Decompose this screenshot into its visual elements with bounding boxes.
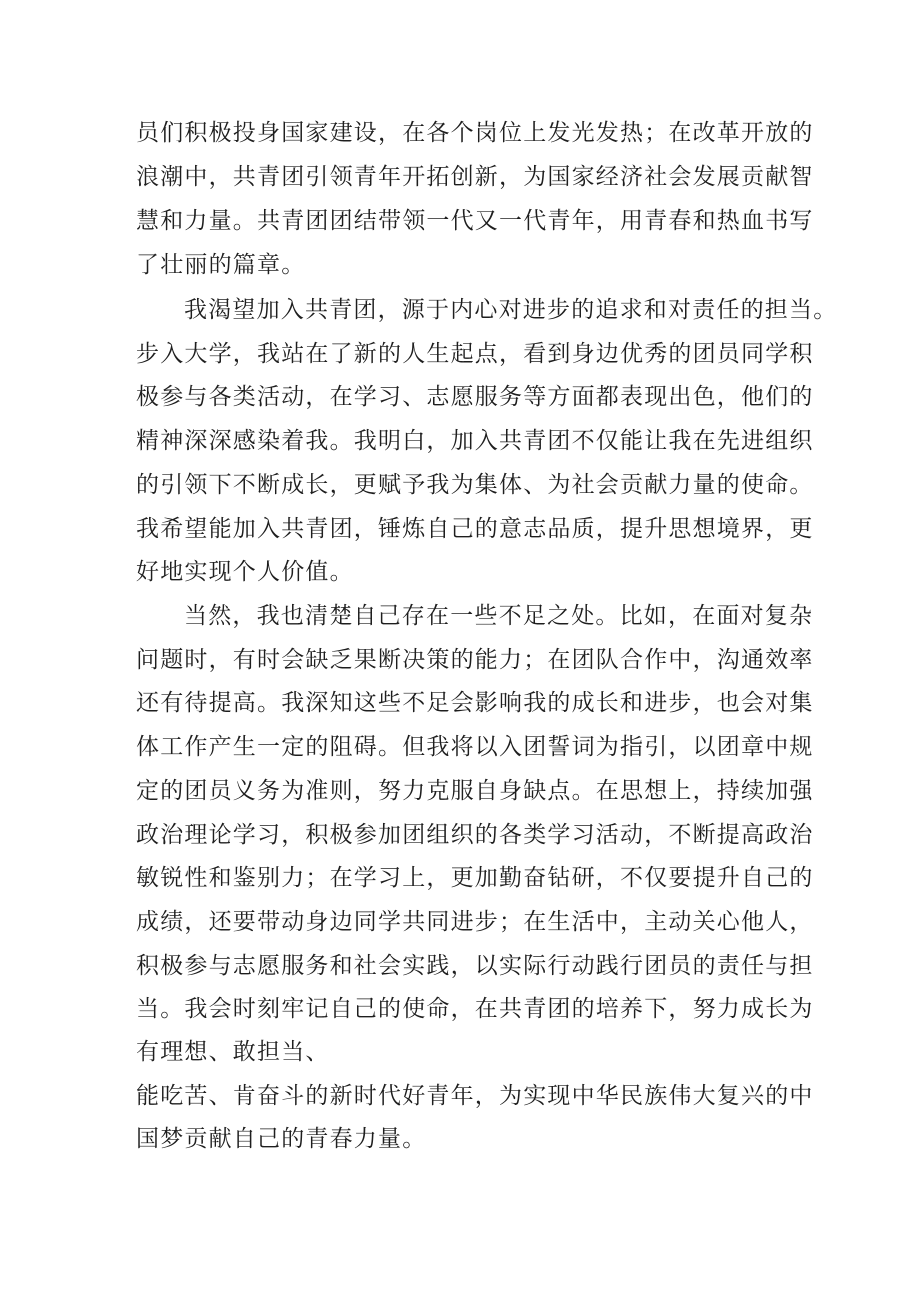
text-line: 成绩，还要带动身边同学共同进步；在生活中，主动关心他人， [136,909,814,935]
text-line: 浪潮中，共青团引领青年开拓创新，为国家经济社会发展贡献智 [136,164,814,190]
text-line: 的引领下不断成长，更赋予我为集体、为社会贡献力量的使命。 [136,472,814,498]
text-line: 员们积极投身国家建设，在各个岗位上发光发热；在改革开放的 [136,120,814,146]
text-line: 问题时，有时会缺乏果断决策的能力；在团队合作中，沟通效率 [136,647,814,673]
text-line: 能吃苦、肯奋斗的新时代好青年，为实现中华民族伟大复兴的中 [136,1083,814,1109]
text-line: 好地实现个人价值。 [136,559,354,585]
text-line: 敏锐性和鉴别力；在学习上，更加勤奋钻研，不仅要提升自己的 [136,865,814,891]
text-line: 我希望能加入共青团，锤炼自己的意志品质，提升思想境界，更 [136,516,814,542]
text-line: 有理想、敢担当、 [136,1039,330,1065]
text-line: 了壮丽的篇章。 [136,252,306,278]
text-line: 还有待提高。我深知这些不足会影响我的成长和进步，也会对集 [136,690,814,716]
text-line: 慧和力量。共青团团结带领一代又一代青年，用青春和热血书写 [136,208,814,234]
text-line: 积极参与志愿服务和社会实践，以实际行动践行团员的责任与担 [136,953,814,979]
text-line: 当。我会时刻牢记自己的使命，在共青团的培养下，努力成长为 [136,996,814,1022]
text-line: 政治理论学习，积极参加团组织的各类学习活动，不断提高政治 [136,822,814,848]
text-line: 精神深深感染着我。我明白，加入共青团不仅能让我在先进组织 [136,428,814,454]
text-line: 定的团员义务为准则，努力克服自身缺点。在思想上，持续加强 [136,778,814,804]
paragraph-first-line: 我渴望加入共青团，源于内心对进步的追求和对责任的担当。 [184,297,838,323]
text-line: 体工作产生一定的阻碍。但我将以入团誓词为指引，以团章中规 [136,734,814,760]
text-line: 极参与各类活动，在学习、志愿服务等方面都表现出色，他们的 [136,384,814,410]
text-line: 步入大学，我站在了新的人生起点，看到身边优秀的团员同学积 [136,341,814,367]
paragraph-first-line: 当然，我也清楚自己存在一些不足之处。比如，在面对复杂 [184,603,814,629]
text-line: 国梦贡献自己的青春力量。 [136,1126,427,1152]
